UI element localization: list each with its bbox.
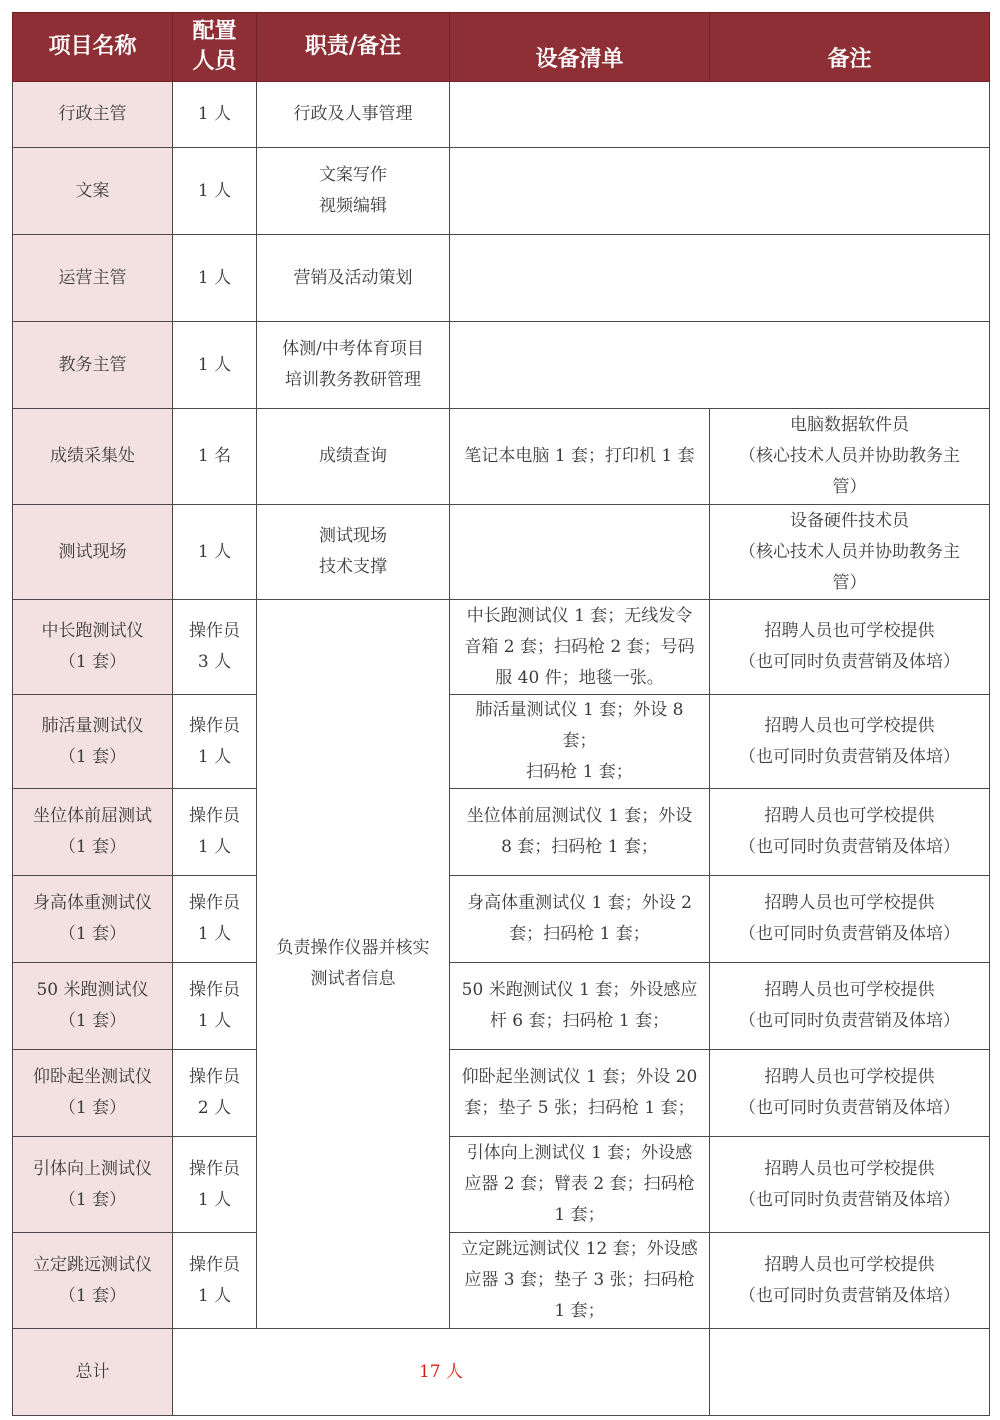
- duty-cell-line: 技术支撑: [319, 557, 387, 577]
- duty-cell-line: 体测/中考体育项目: [282, 339, 424, 359]
- table-row: [13, 789, 990, 876]
- equipment-cell-line: 身高体重测试仪 1 套；外设 2: [467, 893, 692, 913]
- staff-cell-line: 1 人: [197, 267, 232, 288]
- equipment-cell-line: 坐位体前屈测试仪 1 套；外设: [466, 806, 693, 826]
- project-name-cell: [13, 600, 173, 695]
- duty-cell: [257, 235, 450, 322]
- equipment-cell-line: 杆 6 套；扫码枪 1 套；: [489, 1011, 670, 1031]
- staff-cell-line: 1 人: [197, 104, 232, 124]
- project-name-cell: [13, 409, 173, 505]
- table-row: [13, 963, 990, 1050]
- project-name-cell: [13, 876, 173, 963]
- project-name-cell-line: 运营主管: [58, 267, 127, 288]
- notes-cell-line: 设备硬件技术员: [790, 510, 909, 531]
- table-row: [13, 82, 990, 148]
- table-row: [13, 876, 990, 963]
- staff-cell-line: 1 人: [197, 180, 232, 201]
- staff-cell-line: 1 人: [197, 746, 232, 767]
- staff-cell-line: 操作员: [189, 806, 240, 826]
- shared-duty-cell-line: 负责操作仪器并核实: [276, 938, 430, 958]
- notes-cell-line: （核心技术人员并协助教务主: [739, 446, 960, 466]
- table-row: [13, 1137, 990, 1233]
- notes-cell-line: （也可同时负责营销及体培）: [739, 746, 960, 767]
- project-name-cell: [13, 322, 173, 409]
- notes-cell-line: 招聘人员也可学校提供: [764, 621, 935, 641]
- staff-cell-line: 1 人: [197, 354, 232, 375]
- notes-cell: [710, 600, 990, 695]
- duty-cell-line: 视频编辑: [319, 196, 387, 216]
- duty-cell: [257, 322, 450, 409]
- equipment-cell-line: 肺活量测试仪 1 套；外设 8 套；: [475, 700, 684, 751]
- project-name-cell-line: （1 套）: [58, 1189, 127, 1210]
- staff-cell: [173, 789, 257, 876]
- notes-cell-line: （也可同时负责营销及体培）: [739, 924, 960, 944]
- project-name-cell-line: 成绩采集处: [50, 446, 135, 466]
- notes-cell: [710, 963, 990, 1050]
- equipment-cell-line: 引体向上测试仪 1 套；外设感: [466, 1143, 693, 1163]
- equipment-cell-line: 套；垫子 5 张；扫码枪 1 套；: [464, 1098, 695, 1118]
- notes-cell-line: （也可同时负责营销及体培）: [739, 1285, 960, 1306]
- duty-cell-line: 文案写作: [319, 165, 387, 185]
- notes-cell: [710, 1233, 990, 1329]
- header-equipment: 设备清单: [450, 13, 710, 82]
- equipment-cell-line: 中长跑测试仪 1 套；无线发令: [466, 605, 693, 626]
- notes-cell: [710, 1137, 990, 1233]
- equipment-cell: [450, 789, 710, 876]
- equipment-cell: [450, 1050, 710, 1137]
- total-row: [13, 1329, 990, 1416]
- duty-cell-line: 行政及人事管理: [293, 104, 413, 124]
- project-name-cell: [13, 963, 173, 1050]
- equipment-cell-line: 音箱 2 套；扫码枪 2 套；号码: [464, 636, 695, 657]
- equipment-cell: [450, 505, 710, 600]
- project-name-cell: [13, 789, 173, 876]
- staff-cell: [173, 1233, 257, 1329]
- notes-cell: [710, 409, 990, 505]
- staff-cell-line: 1 人: [197, 924, 232, 944]
- table-row: [13, 322, 990, 409]
- staff-cell-line: 操作员: [189, 715, 240, 736]
- shared-duty-cell: [257, 600, 450, 1329]
- project-name-cell: [13, 1137, 173, 1233]
- equipment-cell: [450, 409, 710, 505]
- staff-cell: [173, 409, 257, 505]
- staff-cell: [173, 695, 257, 789]
- equipment-cell-line: 50 米跑测试仪 1 套；外设感应: [461, 980, 698, 1000]
- table-row: [13, 600, 990, 695]
- notes-cell: [710, 789, 990, 876]
- staff-cell-line: 3 人: [197, 652, 232, 672]
- project-name-cell: [13, 82, 173, 148]
- equipment-cell: [450, 695, 710, 789]
- staff-cell-line: 操作员: [189, 1254, 240, 1275]
- staff-cell-line: 2 人: [197, 1098, 232, 1118]
- equipment-cell-line: 1 套；: [554, 1205, 605, 1225]
- duty-cell-line: 营销及活动策划: [293, 267, 413, 288]
- equipment-cell: [450, 1137, 710, 1233]
- notes-cell-line: 管）: [832, 477, 867, 497]
- notes-cell: [710, 695, 990, 789]
- equipment-cell-line: 1 套；: [554, 1301, 605, 1321]
- notes-cell: [710, 1050, 990, 1137]
- project-name-cell-line: 行政主管: [58, 104, 127, 124]
- equipment-notes-empty-cell: [450, 322, 990, 409]
- notes-cell-line: 招聘人员也可学校提供: [764, 1067, 935, 1087]
- project-name-cell: [13, 505, 173, 600]
- project-name-cell: [13, 148, 173, 235]
- notes-cell: [710, 505, 990, 600]
- equipment-cell-line: 服 40 件；地毯一张。: [495, 667, 664, 688]
- duty-cell-line: 测试现场: [319, 526, 387, 546]
- table-row: [13, 1233, 990, 1329]
- project-name-cell-line: 测试现场: [58, 541, 127, 562]
- notes-cell-line: （也可同时负责营销及体培）: [739, 1098, 960, 1118]
- notes-cell-line: 招聘人员也可学校提供: [764, 1158, 935, 1179]
- header-row: [13, 13, 990, 82]
- notes-cell-line: （也可同时负责营销及体培）: [739, 837, 960, 857]
- project-name-cell-line: 文案: [75, 180, 110, 201]
- notes-cell: [710, 876, 990, 963]
- table-row: [13, 1050, 990, 1137]
- staff-cell: [173, 82, 257, 148]
- equipment-notes-empty-cell: [450, 82, 990, 148]
- equipment-cell-line: 立定跳远测试仪 12 套；外设感: [461, 1239, 698, 1259]
- shared-duty-cell-line: 测试者信息: [310, 969, 396, 989]
- notes-cell-line: （也可同时负责营销及体培）: [739, 1189, 960, 1210]
- staffing-table: [12, 12, 990, 1416]
- header-notes: 备注: [710, 13, 990, 82]
- table-row: [13, 505, 990, 600]
- project-name-cell-line: （1 套）: [58, 652, 127, 672]
- staff-cell: [173, 148, 257, 235]
- header-duty: 职责/备注: [257, 13, 450, 82]
- header-staff-line1: 配置: [192, 19, 237, 44]
- equipment-cell-line: 应器 3 套；垫子 3 张；扫码枪: [464, 1270, 695, 1290]
- notes-cell-line: 电脑数据软件员: [790, 415, 909, 435]
- staff-cell-line: 操作员: [189, 1067, 240, 1087]
- notes-cell-line: 招聘人员也可学校提供: [764, 715, 935, 736]
- staff-cell-line: 1 人: [197, 541, 232, 562]
- notes-cell-line: （也可同时负责营销及体培）: [739, 652, 960, 672]
- equipment-cell-line: 套；扫码枪 1 套；: [509, 924, 650, 944]
- equipment-cell: [450, 963, 710, 1050]
- staff-cell-line: 操作员: [189, 893, 240, 913]
- staff-cell-line: 操作员: [189, 1158, 240, 1179]
- project-name-cell-line: 仰卧起坐测试仪: [33, 1067, 152, 1087]
- equipment-cell-line: 仰卧起坐测试仪 1 套；外设 20: [461, 1067, 698, 1087]
- staff-cell: [173, 963, 257, 1050]
- notes-cell-line: 招聘人员也可学校提供: [764, 980, 935, 1000]
- staff-cell-line: 1 人: [197, 837, 232, 857]
- project-name-cell-line: （1 套）: [58, 1098, 127, 1118]
- notes-cell-line: 招聘人员也可学校提供: [764, 1254, 935, 1275]
- duty-cell: [257, 505, 450, 600]
- table-row: [13, 695, 990, 789]
- equipment-notes-empty-cell: [450, 235, 990, 322]
- header-project-name: 项目名称: [13, 13, 173, 82]
- project-name-cell: [13, 1233, 173, 1329]
- project-name-cell-line: （1 套）: [58, 924, 127, 944]
- project-name-cell: [13, 695, 173, 789]
- equipment-cell-line: 应器 2 套；臂表 2 套；扫码枪: [464, 1174, 695, 1194]
- notes-cell-line: （核心技术人员并协助教务主: [739, 541, 960, 562]
- project-name-cell-line: （1 套）: [58, 837, 127, 857]
- staff-cell-line: 操作员: [189, 980, 240, 1000]
- staff-cell: [173, 876, 257, 963]
- duty-cell: [257, 82, 450, 148]
- staff-cell-line: 1 人: [197, 1011, 232, 1031]
- notes-cell-line: （也可同时负责营销及体培）: [739, 1011, 960, 1031]
- project-name-cell: [13, 235, 173, 322]
- project-name-cell-line: 50 米跑测试仪: [36, 980, 149, 1000]
- staff-cell-line: 操作员: [189, 621, 240, 641]
- project-name-cell-line: 引体向上测试仪: [33, 1158, 152, 1179]
- table-row: [13, 235, 990, 322]
- project-name-cell-line: 身高体重测试仪: [33, 893, 152, 913]
- project-name-cell: [13, 1050, 173, 1137]
- equipment-cell: [450, 600, 710, 695]
- staff-cell: [173, 1137, 257, 1233]
- notes-cell-line: 管）: [832, 572, 867, 593]
- notes-cell-line: 招聘人员也可学校提供: [764, 806, 935, 826]
- equipment-cell-line: 笔记本电脑 1 套；打印机 1 套: [464, 446, 695, 466]
- equipment-cell-line: 扫码枪 1 套；: [526, 762, 633, 782]
- table-row: [13, 409, 990, 505]
- project-name-cell-line: 教务主管: [58, 354, 127, 375]
- project-name-cell-line: 中长跑测试仪: [41, 621, 144, 641]
- equipment-cell: [450, 1233, 710, 1329]
- project-name-cell-line: 立定跳远测试仪: [33, 1254, 152, 1275]
- project-name-cell-line: 肺活量测试仪: [41, 715, 144, 736]
- duty-cell-line: 成绩查询: [319, 446, 387, 466]
- equipment-cell-line: 8 套；扫码枪 1 套；: [501, 837, 658, 857]
- staff-cell-line: 1 人: [197, 1285, 232, 1306]
- staff-cell: [173, 600, 257, 695]
- total-notes-empty-cell: [710, 1329, 990, 1416]
- duty-cell-line: 培训教务教研管理: [285, 370, 421, 390]
- project-name-cell-line: （1 套）: [58, 1011, 127, 1031]
- table-row: [13, 148, 990, 235]
- duty-cell: [257, 148, 450, 235]
- staff-cell-line: 1 人: [197, 1189, 232, 1210]
- project-name-cell-line: （1 套）: [58, 746, 127, 767]
- total-label: 总计: [13, 1329, 173, 1416]
- project-name-cell-line: （1 套）: [58, 1285, 127, 1306]
- staff-cell: [173, 235, 257, 322]
- staff-cell-line: 1 名: [197, 446, 232, 466]
- staff-cell: [173, 505, 257, 600]
- notes-cell-line: 招聘人员也可学校提供: [764, 893, 935, 913]
- project-name-cell-line: 坐位体前屈测试: [33, 806, 152, 826]
- duty-cell: [257, 409, 450, 505]
- header-staff-line2: 人员: [192, 49, 237, 74]
- equipment-notes-empty-cell: [450, 148, 990, 235]
- header-staff: [173, 13, 257, 82]
- total-value: 17 人: [173, 1329, 710, 1416]
- staff-cell: [173, 322, 257, 409]
- equipment-cell: [450, 876, 710, 963]
- staff-cell: [173, 1050, 257, 1137]
